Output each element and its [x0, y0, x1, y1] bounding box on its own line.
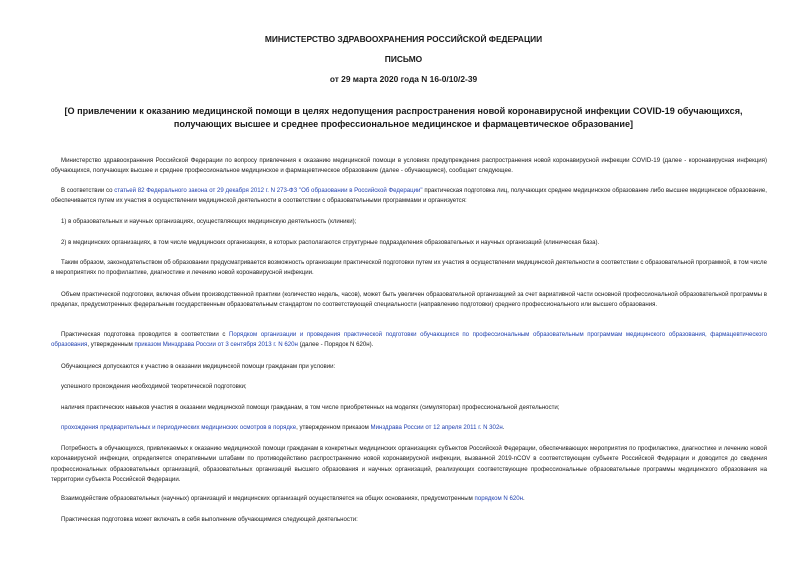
order-620n-link[interactable]: приказом Минздрава России от 3 сентября 2013 г. N 620н: [134, 341, 298, 349]
order-620n-short-link[interactable]: порядком N 620н: [474, 495, 524, 502]
medical-exams-link[interactable]: прохождения предварительных и периодических медицинских осмотров в порядке: [61, 424, 297, 431]
list-item-clinical-base: 2) в медицинских организациях, в том числе медицинских организациях, в которых располагаются структурные подразделения образовательных и научных организаций (клиническая база).: [61, 239, 600, 246]
text-span: В соответствии со: [61, 187, 115, 194]
paragraph-legislation: Таким образом, законодательством об образовании предусматривается возможность организации практической подготовки путем их участия в осуществлении медицинской деятельности в соответствии с образовательной программой, в том числе в мероприятиях по профилактике, диагностике и лечению новой коронавирусной инфекции.: [51, 259, 767, 277]
paragraph-practice-volume: Объем практической подготовки, включая объем производственной практики (количество недель, часов), может быть увеличен образовательной организацией за счет вариативной части основной профессиональной образовательной программы в пределах, предусмотренных федеральным государственным образовательным стандартом по соответствующей специальности (направлению подготовки) среднего профессионального или высшего образования.: [51, 291, 767, 309]
document-date-number: от 29 марта 2020 года N 16-0/10/2-39: [329, 74, 478, 84]
law-article-link[interactable]: статьей 82 Федерального закона от 29 декабря 2012 г. N 273-ФЗ "Об образовании в Российской Федерации": [114, 187, 423, 194]
text-span: , утвержденном приказом: [296, 424, 371, 431]
procedure-link[interactable]: Порядком организации и проведения практической подготовки обучающихся по профессиональным образовательным программам медицинского образования, фармацевтического образования: [51, 331, 768, 349]
text-span: Практическая подготовка проводится в соответствии с: [61, 331, 229, 338]
text-span: Взаимодействие образовательных (научных) организаций и медицинских организаций осуществляется на общих основаниях, предусмотренным: [61, 495, 475, 502]
text-span: .: [502, 424, 505, 431]
text-span: .: [523, 495, 525, 502]
document-subject: [О привлечении к оказанию медицинской помощи в целях недопущения распространения новой коронавирусной инфекции COVID-19 обучающихся, получающих высшее и среднее профессиональное медицинское и фармацевтическое образование]: [64, 106, 743, 129]
paragraph-admission: Обучающиеся допускаются к участию в оказании медицинской помощи гражданам при условии:: [61, 363, 336, 370]
paragraph-law-reference: [51, 186, 767, 207]
condition-theory: успешного прохождения необходимой теоретической подготовки;: [61, 383, 247, 390]
order-302n-link[interactable]: Минздрава России от 12 апреля 2011 г. N 302н: [370, 424, 503, 431]
document-type: ПИСЬМО: [384, 54, 423, 64]
text-span: , утвержденным: [87, 341, 135, 349]
paragraph-practice-order: [51, 330, 767, 351]
paragraph-intro: Министерство здравоохранения Российской Федерации по вопросу привлечения к оказанию медицинской помощи в условиях предупреждения распространения новой коронавирусной инфекции COVID-19 (далее - коронавирусная инфекция) обучающихся, получающих высшее и среднее профессиональное медицинское и фармацевтическое образование (далее - обучающиеся), сообщает следующее.: [51, 157, 767, 175]
list-item-clinics: 1) в образовательных и научных организациях, осуществляющих медицинскую деятельность (клиники);: [61, 218, 357, 225]
text-span: (далее - Порядок N 620н).: [297, 341, 374, 349]
paragraph-demand: Потребность в обучающихся, привлекаемых к оказанию медицинской помощи гражданам в конкретных медицинских организациях субъектов Российской Федерации, обеспечивающих мероприятия по профилактике, диагностике и лечению новой коронавирусной инфекции, определяется оперативными штабами по противодействию распространению новой коронавирусной инфекции, вызванной 2019-nCOV в соответствующем субъекте Российской Федерации и доводится до сведения профессиональных образовательных организаций, образовательных организаций высшего образования и научных организаций, реализующих соответствующие профессиональные образовательные программы медицинского образования на территории субъекта Российской Федерации.: [51, 445, 767, 484]
condition-skills: наличия практических навыков участия в оказании медицинской помощи гражданам, в том числе приобретенных на моделях (симуляторах) профессиональной деятельности;: [61, 404, 560, 411]
paragraph-activities: Практическая подготовка может включать в себя выполнение обучающимися следующей деятельности:: [61, 516, 358, 523]
ministry-title: МИНИСТЕРСТВО ЗДРАВООХРАНЕНИЯ РОССИЙСКОЙ ФЕДЕРАЦИИ: [264, 34, 543, 44]
text-span: практическая подготовка лиц, получающих среднее медицинское образование либо высшее медицинское образование, обеспечивается путем их участия в осуществлении медицинской деятельности в соответствии с образовательными программами и организуется:: [51, 187, 767, 205]
condition-medical-exams: [51, 423, 767, 433]
paragraph-interaction: [51, 494, 767, 504]
